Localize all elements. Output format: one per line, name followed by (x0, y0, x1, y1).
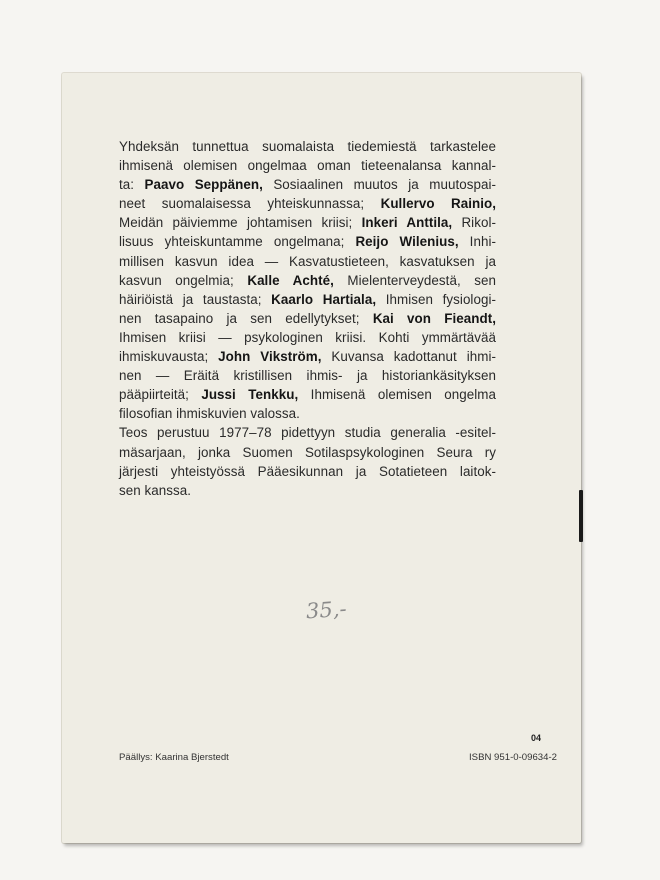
blurb-line: ta: Paavo Seppänen, Sosiaalinen muutos ja muutospai- (119, 177, 497, 193)
blurb-line: millisen kasvun idea — Kasvatustieteen, kasvatuksen ja (119, 253, 496, 269)
author-name: Kai von Fieandt, (372, 310, 496, 326)
author-name: Reijo Wilenius, (355, 234, 459, 250)
blurb-line: neet suomalaisessa yhteiskunnassa; Kullervo Rainio, (119, 196, 496, 212)
blurb-line: Meidän päiviemme johtamisen kriisi; Inkeri Anttila, Rikol- (119, 215, 496, 231)
cover-credit: Päällys: Kaarina Bjerstedt (119, 752, 229, 763)
blurb-line: Teos perustuu 1977–78 pidettyyn studia generalia -esitel- (119, 425, 496, 441)
blurb-line: nen tasapaino ja sen edellytykset; Kai von Fieandt, (119, 310, 496, 326)
blurb-line: filosofian ihmiskuvien valossa. (119, 406, 300, 422)
blurb-line: mäsarjaan, jonka Suomen Sotilaspsykologinen Seura ry (119, 444, 496, 460)
blurb-line: Ihmisen kriisi — psykologinen kriisi. Kohti ymmärtävää (119, 329, 496, 345)
blurb-line: ihmisenä olemisen ongelmaa oman tieteenalansa kannal- (119, 158, 496, 174)
back-cover-blurb (119, 137, 496, 500)
blurb-line: häiriöistä ja taustasta; Kaarlo Hartiala, Ihmisen fysiologi- (119, 291, 496, 307)
blurb-line: ihmiskuvausta; John Vikström, Kuvansa kadottanut ihmi- (119, 349, 496, 365)
author-name: Kullervo Rainio, (380, 196, 496, 212)
edition-number: 04 (531, 733, 542, 743)
author-name: Kalle Achté, (247, 272, 334, 288)
blurb-line: järjesti yhteistyössä Pääesikunnan ja Sotatieteen laitok- (119, 463, 496, 479)
blurb-line: sen kanssa. (119, 482, 192, 498)
author-name: Paavo Seppänen, (144, 177, 263, 193)
handwritten-price: 35,- (305, 596, 348, 624)
blurb-line: lisuus yhteiskuntamme ongelmana; Reijo Wilenius, Inhi- (119, 234, 496, 250)
author-name: Inkeri Anttila, (361, 215, 453, 231)
isbn: ISBN 951-0-09634-2 (469, 752, 557, 763)
book-spine-edge (579, 490, 583, 542)
blurb-line: Yhdeksän tunnettua suomalaista tiedemiestä tarkastelee (119, 139, 496, 154)
author-name: John Vikström, (218, 349, 322, 365)
blurb-line: pääpiirteitä; Jussi Tenkku, Ihmisenä olemisen ongelma (119, 387, 497, 403)
author-name: Jussi Tenkku, (201, 387, 299, 403)
blurb-line: nen — Eräitä kristillisen ihmis- ja historiankäsityksen (119, 368, 496, 384)
blurb-line: kasvun ongelmia; Kalle Achté, Mielenterveydestä, sen (119, 272, 496, 288)
author-name: Kaarlo Hartiala, (271, 291, 377, 307)
